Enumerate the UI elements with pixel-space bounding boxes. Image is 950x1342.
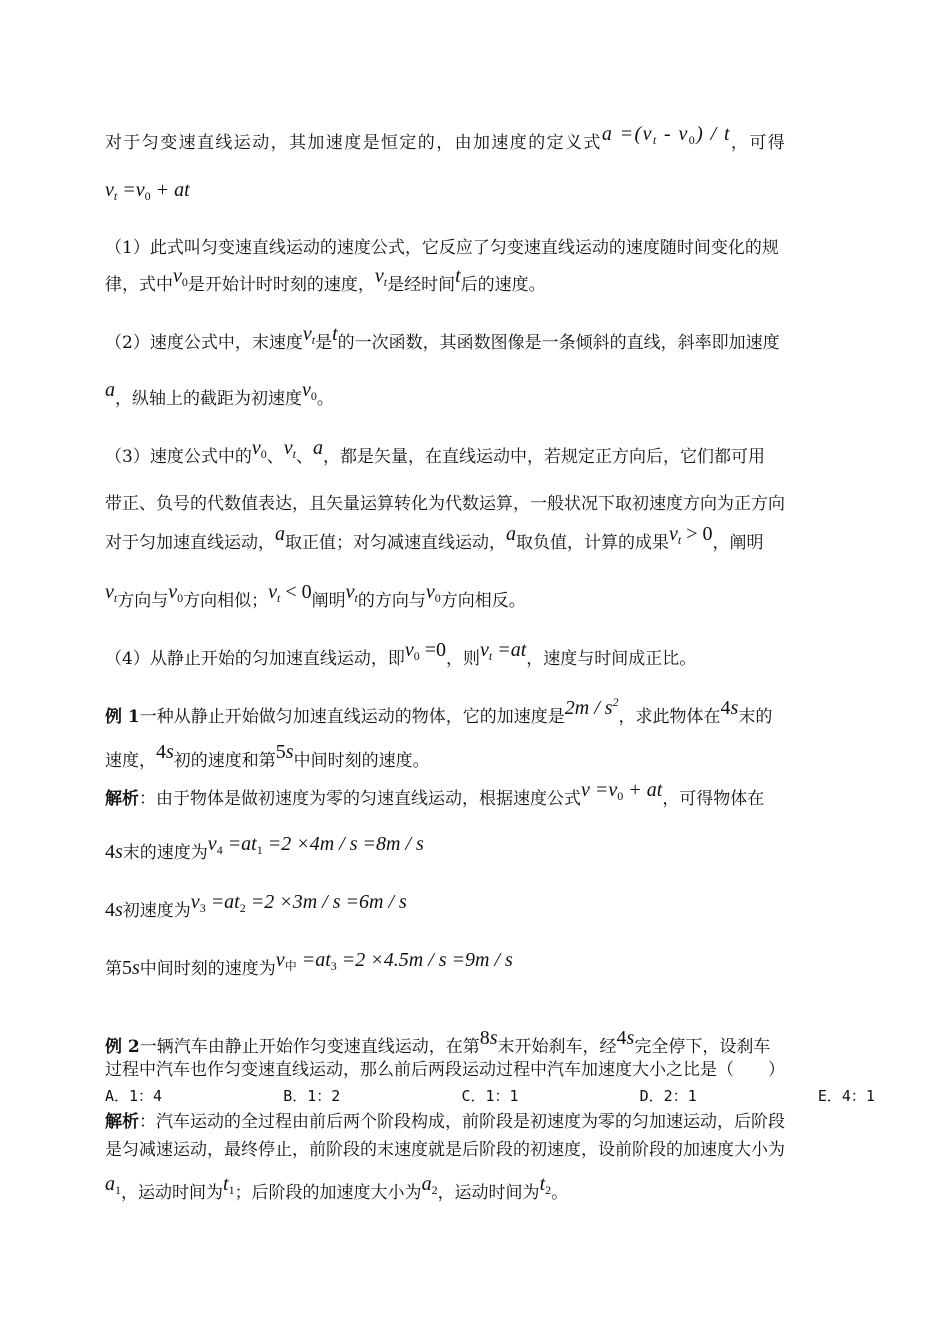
ex1-solution-line-1	[105, 779, 765, 816]
velocity-formula-line	[105, 178, 190, 208]
a: a	[421, 1173, 432, 1195]
ex1-line-2	[105, 741, 430, 773]
p1-t: 律，式中	[105, 275, 173, 295]
ex2-t4: 过程中汽车也作匀变速直线运动，那么前后两段运动过程中汽车加速度大小之比是（ ）	[105, 1060, 785, 1080]
p4-t3: ，速度与时间成正比。	[526, 649, 697, 669]
ex2-t3: 完全停下，设刹车	[634, 1037, 771, 1057]
v: v	[190, 891, 200, 913]
a: a	[105, 1173, 115, 1195]
velocity-formula	[105, 179, 190, 201]
v4-result	[208, 833, 424, 855]
vt-lt-zero	[268, 581, 312, 603]
answer-options	[105, 1084, 875, 1108]
solution-label: 解析	[105, 1112, 139, 1132]
n8: 8	[479, 1027, 490, 1049]
p3-t2: ，都是矢量，在直线运动中，若规定正方向后，它们都可用	[322, 447, 765, 467]
v-v: v	[283, 437, 293, 459]
s: s	[730, 697, 739, 719]
s: s	[115, 899, 123, 921]
v-sub: 0	[434, 591, 441, 605]
f-mid: - v	[657, 123, 689, 145]
a-symbol: a	[312, 437, 323, 459]
p3-t7: ，阐明	[712, 533, 764, 553]
time-4s	[156, 741, 174, 763]
t2-symbol	[540, 1173, 552, 1195]
vt-sub: t	[383, 275, 388, 289]
v-v: v	[168, 581, 178, 603]
p3-t3: 带正、负号的代数值表达，且矢量运算转化为代数运算，一般状况下取初速度方向为正方向	[105, 494, 785, 514]
ex1-result-3	[105, 949, 513, 986]
vt-symbol	[346, 581, 358, 603]
t-sub: 1	[256, 843, 263, 857]
acc: 2m / s	[564, 697, 613, 719]
v-v: v	[345, 581, 355, 603]
p3-t6: 取负值，计算的成果	[516, 533, 669, 553]
s: s	[285, 741, 294, 763]
ex2-t7: ，运动时间为	[121, 1183, 223, 1203]
s: s	[166, 741, 174, 763]
n5: 5	[275, 741, 286, 763]
v-sub: 4	[216, 843, 223, 857]
v: v	[275, 949, 285, 971]
a1-symbol	[105, 1173, 121, 1195]
vf-eq: =v	[117, 179, 145, 201]
vt-sub: t	[311, 333, 316, 347]
ex2-line-2	[105, 1058, 785, 1082]
sep: 、	[266, 447, 284, 467]
rest: =2 ×4.5m / s =9m / s	[336, 949, 513, 971]
p3-t11: 的方向与	[357, 591, 426, 611]
ex1-t6: 中间时刻的速度。	[293, 751, 430, 771]
option-c: C．1：1	[461, 1087, 519, 1105]
vt-symbol	[105, 581, 117, 603]
v-sub: t	[113, 591, 118, 605]
accel-definition-formula	[602, 123, 731, 145]
v-sub: 0	[177, 591, 184, 605]
vt-symbol	[284, 437, 296, 459]
vf-sub-0: 0	[144, 189, 151, 203]
t-sub: 2	[239, 901, 246, 915]
ex2-solution-line-3	[105, 1173, 569, 1210]
ex1-line-1	[105, 695, 773, 729]
v-sub: 3	[199, 901, 206, 915]
v-sub: t	[677, 533, 682, 547]
p3-line-3	[105, 523, 764, 560]
rest: =2 ×4m / s =8m / s	[262, 833, 424, 855]
ex1-t9: 末的速度为	[122, 843, 208, 863]
s: s	[115, 841, 123, 863]
sub: 2	[431, 1183, 438, 1197]
sep: 、	[295, 447, 313, 467]
vf-sub-t: t	[113, 189, 118, 203]
v-v: v	[669, 523, 678, 545]
v0-sub: 0	[181, 275, 188, 289]
v0-symbol	[252, 437, 267, 459]
ex1-t4: 速度，	[105, 751, 156, 771]
vf-sub: 0	[617, 789, 624, 803]
example-label: 例 1	[105, 707, 140, 727]
f-end: ) / t	[696, 123, 731, 145]
intro-text-2: ，可得	[730, 133, 787, 153]
t1-symbol	[223, 1173, 235, 1195]
intro-text: 对于匀变速直线运动，其加速度是恒定的，由加速度的定义式	[105, 133, 602, 153]
vf-v: v	[105, 179, 114, 201]
v: v	[207, 833, 217, 855]
ex1-result-1	[105, 833, 424, 870]
eq: =at	[205, 891, 240, 913]
ex1-t5: 初的速度和第	[173, 751, 276, 771]
t-sub: 3	[330, 959, 337, 973]
f-a: a =(v	[601, 123, 653, 145]
v-sub: t	[292, 447, 296, 461]
p4-t1: （4）从静止开始的匀加速直线运动，即	[105, 649, 405, 669]
intro-line-1	[105, 123, 787, 160]
v-v: v	[251, 437, 261, 459]
vf: v =v	[581, 779, 618, 801]
vmid-result	[276, 949, 513, 971]
p2-line-1	[105, 323, 780, 360]
time-4s	[617, 1027, 635, 1049]
v0-symbol	[168, 581, 183, 603]
f-sub-t: t	[652, 133, 658, 147]
f-sub-0: 0	[688, 133, 697, 147]
a-symbol: a	[105, 379, 115, 401]
solution-label: 解析	[105, 789, 139, 809]
p3-line-2	[105, 492, 785, 516]
p4-t2: ，则	[446, 649, 480, 669]
p2-t5: 。	[316, 389, 334, 409]
a2-symbol	[422, 1173, 438, 1195]
v-sub: t	[354, 591, 358, 605]
s: s	[132, 957, 140, 979]
a-symbol: a	[506, 523, 516, 545]
ex2-t9: ，运动时间为	[437, 1183, 540, 1203]
vf-rest: + at	[150, 179, 190, 201]
t: t	[539, 1173, 546, 1195]
v-sub: 0	[260, 447, 267, 461]
ex2-t6: 是匀减速运动，最终停止，前阶段的末速度就是后阶段的初速度，设前阶段的加速度大小为	[105, 1140, 785, 1160]
ex2-t5: ：汽车运动的全过程由前后两个阶段构成，前阶段是初速度为零的匀加速运动，后阶段	[139, 1112, 785, 1132]
v3-result	[191, 891, 407, 913]
eqat: =at	[492, 639, 527, 661]
p1-t3: 是经时间	[387, 275, 456, 295]
option-e: E．4：1	[817, 1087, 875, 1105]
p3-t9: 方向相似；	[183, 591, 269, 611]
v0-v: v	[173, 265, 182, 287]
p3-t5: 取正值；对匀减速直线运动，	[285, 533, 506, 553]
p3-t1: （3）速度公式中的	[105, 447, 252, 467]
ex1-t2: ，求此物体在	[618, 707, 721, 727]
ex1-t3: 末的	[738, 707, 773, 727]
p4-line-1	[105, 639, 697, 676]
p1-t4: 后的速度。	[460, 275, 546, 295]
ex1-result-2	[105, 891, 407, 928]
p2-line-2	[105, 379, 334, 416]
ex1-t8: ，可得物体在	[662, 789, 765, 809]
ex2-t2: 末开始刹车，经	[497, 1037, 617, 1057]
eq0: =0	[419, 639, 446, 661]
lt: < 0	[280, 581, 312, 603]
n4: 4	[616, 1027, 627, 1049]
t: t	[223, 1173, 229, 1195]
p3-t4: 对于匀加速直线运动，	[105, 533, 275, 553]
vt-v: v	[302, 323, 312, 345]
v-v: v	[425, 581, 435, 603]
time-8s	[480, 1027, 498, 1049]
vt-symbol	[375, 265, 387, 287]
acc-sup: 2	[612, 695, 619, 709]
v-sub: t	[277, 591, 281, 605]
n4: 4	[720, 697, 731, 719]
ex2-solution-line-2	[105, 1138, 785, 1162]
rest: =2 ×3m / s =6m / s	[245, 891, 407, 913]
n4: 4	[156, 741, 166, 763]
t-symbol: t	[332, 323, 338, 345]
v-v: v	[268, 581, 278, 603]
p2-t4: ，纵轴上的截距为初速度	[115, 389, 302, 409]
v0-v: v	[302, 379, 311, 401]
vf-rest: + at	[623, 779, 663, 801]
p1-line-1	[105, 236, 779, 260]
p3-t8: 方向与	[117, 591, 169, 611]
p3-t10: 阐明	[311, 591, 346, 611]
p3-line-4	[105, 581, 526, 618]
eq: =at	[222, 833, 257, 855]
sub: 1	[228, 1183, 235, 1197]
gt: > 0	[681, 523, 713, 545]
ex1-t12: 中间时刻的速度为	[139, 959, 276, 979]
ex1-t11: 第	[105, 959, 122, 979]
ex2-t10: 。	[551, 1183, 569, 1203]
v0-sub: 0	[310, 389, 317, 403]
v-sub: 0	[413, 649, 420, 663]
p2-t3: 的一次函数，其函数图像是一条倾斜的直线，斜率即加速度	[337, 333, 780, 353]
p1-line-2	[105, 265, 546, 302]
time-5s	[276, 741, 294, 763]
ex1-t10: 初速度为	[122, 901, 191, 921]
eq: =at	[296, 949, 331, 971]
ex2-t8: ；后阶段的加速度大小为	[234, 1183, 422, 1203]
vt-gt-zero	[669, 523, 713, 545]
v0-symbol	[426, 581, 441, 603]
ex2-line-1	[105, 1027, 771, 1059]
p2-t1: （2）速度公式中，末速度	[105, 333, 303, 353]
example-label: 例 2	[105, 1037, 140, 1057]
ex2-solution-line-1	[105, 1110, 785, 1134]
v0-symbol	[173, 265, 188, 287]
ex1-t1: 一种从静止开始做匀加速直线运动的物体，它的加速度是	[139, 707, 565, 727]
p3-line-1	[105, 437, 765, 474]
v-sub: 中	[284, 959, 297, 973]
v-v: v	[404, 639, 414, 661]
a-symbol: a	[275, 523, 285, 545]
vt-symbol	[303, 323, 315, 345]
time-4s	[721, 697, 739, 719]
s: s	[489, 1027, 498, 1049]
v-v: v	[105, 581, 114, 603]
ex2-t1: 一辆汽车由静止开始作匀变速直线运动，在第	[139, 1037, 480, 1057]
p3-t12: 方向相反。	[440, 591, 526, 611]
p1-text-1: （1）此式叫匀变速直线运动的速度公式，它反应了匀变速直线运动的速度随时间变化的规	[105, 238, 779, 258]
p2-t2: 是	[315, 333, 333, 353]
v0-symbol	[302, 379, 317, 401]
sub: 1	[115, 1183, 121, 1197]
vt-v: v	[374, 265, 384, 287]
time-5s	[122, 957, 140, 979]
option-a: A．1：4	[105, 1087, 163, 1105]
v-sub: t	[488, 649, 493, 663]
option-b: B．1：2	[283, 1087, 341, 1105]
n4: 4	[105, 899, 115, 921]
p1-t2: 是开始计时时刻的速度，	[187, 275, 375, 295]
option-d: D．2：1	[639, 1087, 697, 1105]
n4: 4	[105, 841, 115, 863]
velocity-formula	[581, 779, 662, 801]
n5: 5	[122, 957, 132, 979]
accel-value	[565, 697, 619, 719]
v-v: v	[480, 639, 489, 661]
v0-eq-zero	[405, 639, 446, 661]
sub: 2	[545, 1183, 552, 1197]
time-4s	[105, 841, 123, 863]
s: s	[626, 1027, 635, 1049]
ex1-t7: ：由于物体是做初速度为零的匀速直线运动，根据速度公式	[139, 789, 581, 809]
time-4s	[105, 899, 123, 921]
vt-eq-at	[480, 639, 526, 661]
t-symbol: t	[455, 265, 461, 287]
